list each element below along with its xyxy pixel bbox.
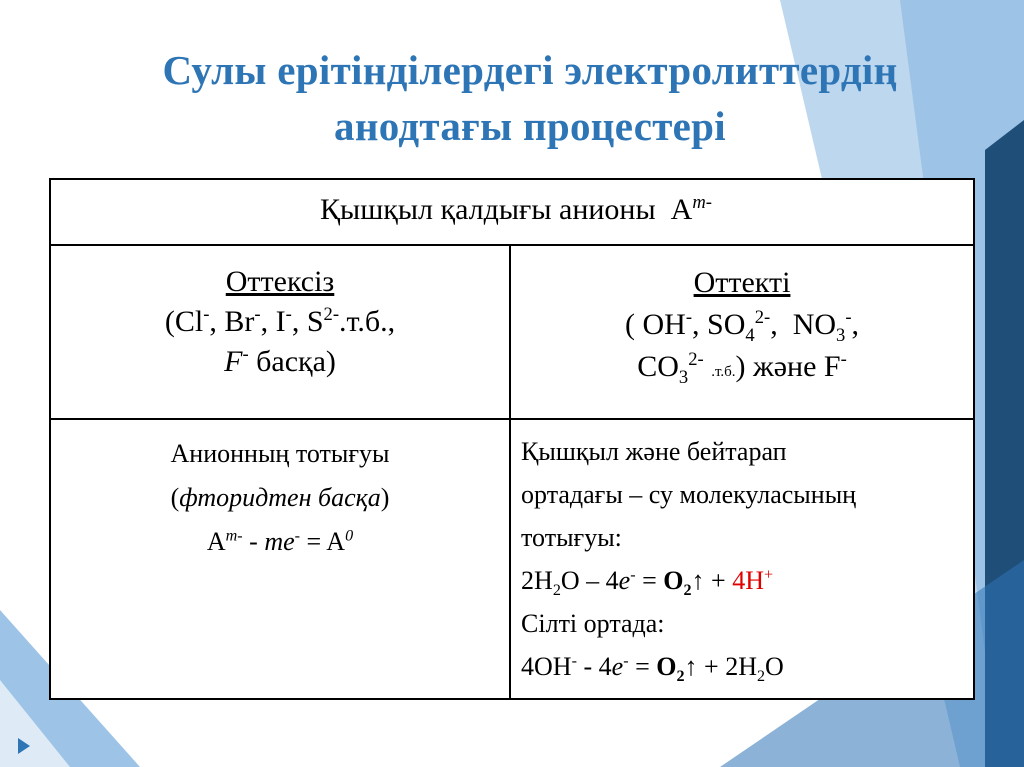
- title-line-1: Сулы ерітінділердегі электролиттердің: [162, 47, 898, 93]
- alkaline-equation: $4OH^- - 4e^- = O_2↑ + 2H_2O$: [521, 652, 784, 686]
- water-oxidation-desc-3: тотығуы:: [521, 523, 622, 552]
- water-oxidation-cell: [510, 419, 974, 699]
- anion-oxidation-label: Анионның тотығуы: [170, 439, 390, 468]
- oxygen-free-ions: (Cl-, Br-, I-, $S^{2-}.т.б$.,: [164, 304, 396, 338]
- anion-types-row: [50, 245, 974, 419]
- acidic-neutral-equation: $2H_2O - 4e^-$ = $O_2↑ + 4H^+$: [521, 566, 774, 600]
- oxygen-free-heading: Оттексіз: [225, 265, 335, 298]
- header-label: Қышқыл қалдығы анионы: [320, 193, 656, 226]
- fluoride-exception-line: F- басқа): [224, 344, 336, 378]
- header-cell: [50, 179, 974, 245]
- fluoride-exception-note: (фторидтен басқа): [170, 483, 390, 512]
- header-symbol: A: [670, 193, 693, 226]
- anion-oxidation-equation: $A^{m-} - me^- = A^0$: [206, 527, 354, 556]
- oxygen-free-cell: [50, 245, 510, 419]
- oxygen-containing-cell: [510, 245, 974, 419]
- alkaline-medium-label: Сілті ортада:: [521, 609, 665, 638]
- table-header-row: [50, 179, 974, 245]
- title-line-2: анодтағы процестері: [334, 103, 726, 149]
- water-oxidation-desc-1: Қышқыл және бейтарап: [521, 437, 787, 466]
- slide-title: [40, 42, 1020, 154]
- oxidation-row: [50, 419, 974, 699]
- header-text: [51, 180, 973, 227]
- oxygen-containing-ions-2: $CO_3^{2-}$ .т.б.) және F-: [637, 349, 847, 388]
- anion-oxidation-cell: [50, 419, 510, 699]
- water-oxidation-desc-2: ортадағы – су молекуласының: [521, 480, 857, 509]
- header-charge: m-: [692, 192, 712, 213]
- oxygen-containing-ions-1: ( OH-, $SO_4^{2-}$, $NO_3^-$,: [625, 307, 860, 346]
- anode-process-table: [49, 178, 975, 700]
- oxygen-containing-heading: Оттекті: [693, 266, 791, 299]
